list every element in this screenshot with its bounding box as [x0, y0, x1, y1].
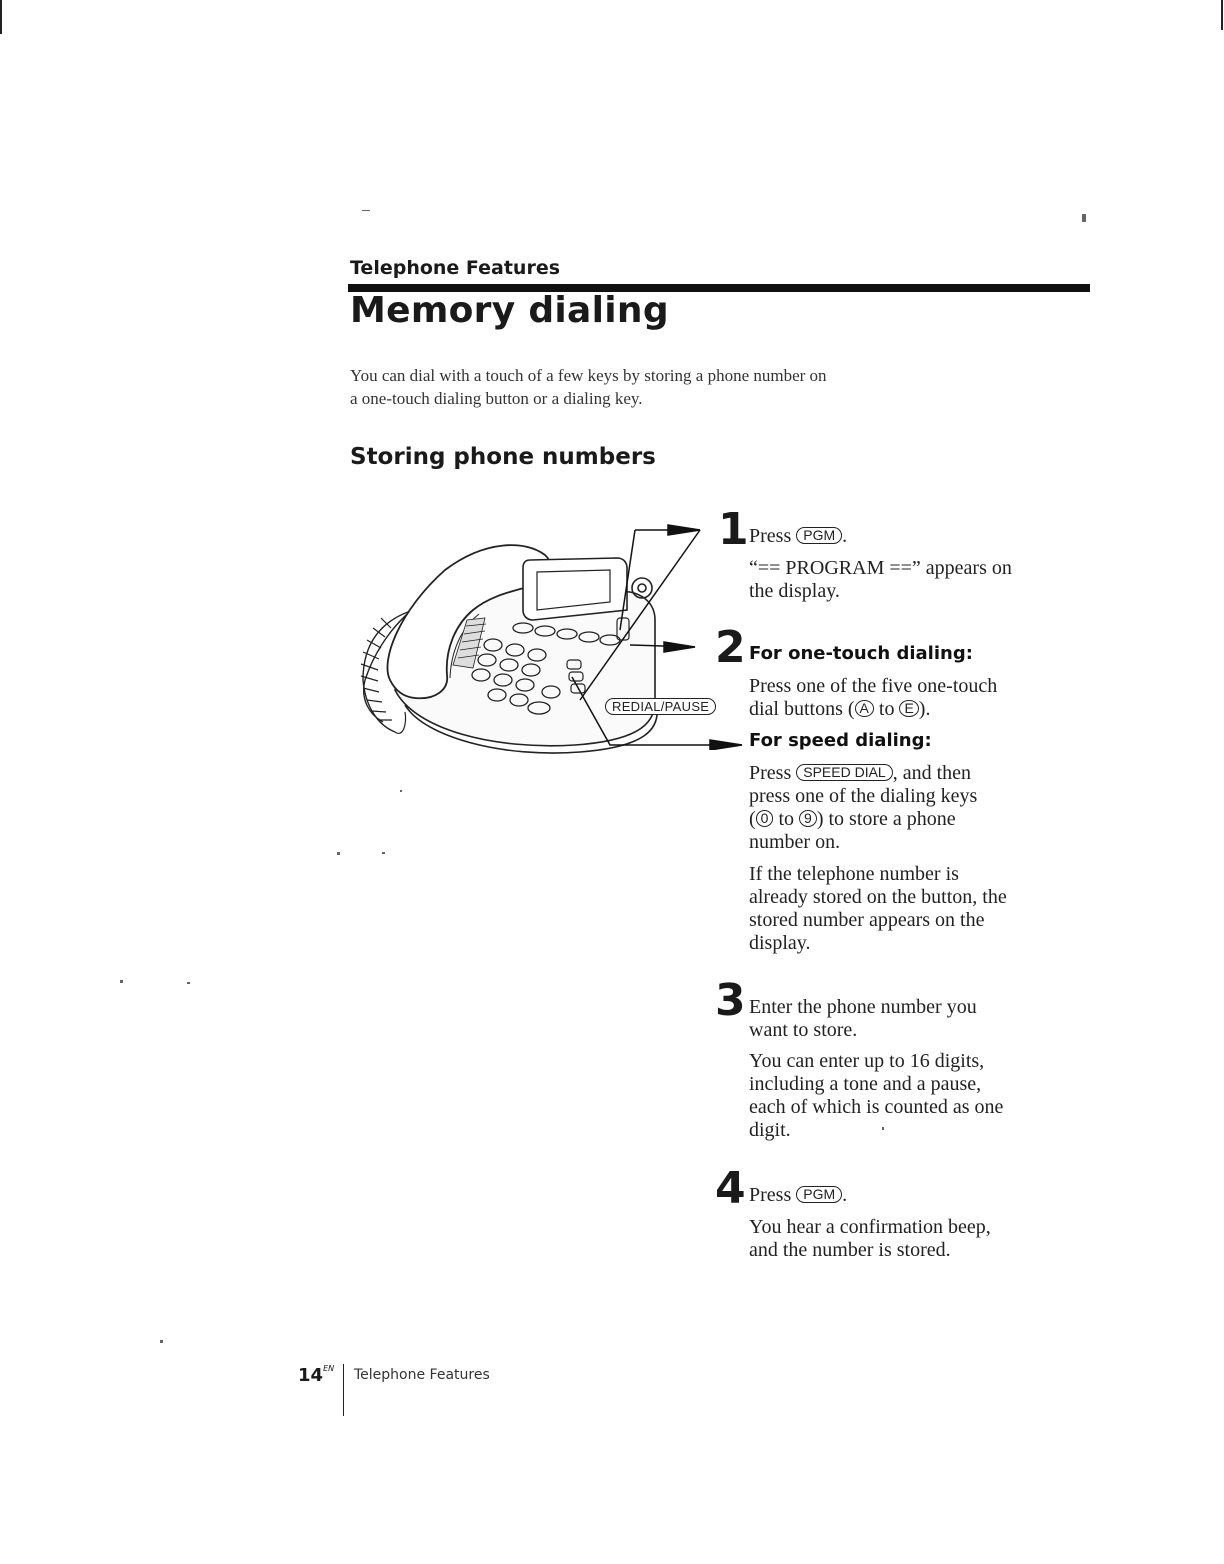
arrow-step-2 — [664, 642, 695, 652]
page-number-suffix: EN — [323, 1364, 335, 1373]
page-title: Memory dialing — [350, 290, 669, 331]
step-2-note: If the telephone number is already stored on the button, the stored number appears on the display. — [749, 863, 1007, 954]
arrow-step-1 — [668, 525, 700, 535]
scan-speck — [382, 852, 385, 854]
scan-speck — [1082, 214, 1086, 222]
footer-divider — [343, 1364, 344, 1416]
key-0: 0 — [756, 810, 774, 827]
page-number: $14^{EN}$ — [298, 1364, 335, 1386]
step-2-heading-speed: For speed dialing: — [749, 730, 932, 751]
scan-edge-mark-right — [1221, 0, 1223, 30]
scan-speck — [187, 982, 190, 984]
callout-redial-pause — [605, 698, 716, 718]
footer-section-label: Telephone Features — [354, 1367, 490, 1383]
step-4-note: You hear a confirmation beep, and the number is stored. — [749, 1216, 991, 1261]
step-1-number: 1 — [718, 504, 749, 555]
step-2-one-touch-text: Press one of the five one-touch dial buttons ( A to E ). — [749, 675, 998, 720]
intro-paragraph — [350, 364, 950, 410]
scan-speck — [362, 210, 370, 211]
scan-speck — [160, 1340, 163, 1343]
key-a: A — [855, 700, 874, 717]
step-4-instruction: Press PGM . — [749, 1184, 848, 1206]
leader-line-step-1 — [580, 530, 700, 700]
step-4-number: 4 — [715, 1163, 746, 1214]
scan-speck — [337, 852, 340, 855]
step-2-heading-one-touch: For one-touch dialing: — [749, 643, 973, 664]
step-3-instruction: Enter the phone number you want to store. — [749, 996, 977, 1041]
step-1-instruction: Press PGM . — [749, 525, 848, 547]
scan-speck — [120, 980, 123, 983]
scan-speck — [400, 790, 402, 792]
step-2-number: 2 — [715, 622, 746, 673]
section-label: Telephone Features — [350, 257, 561, 279]
speed-dial-key: SPEED DIAL — [796, 764, 892, 781]
redial-pause-key-label: REDIAL/PAUSE — [605, 698, 716, 715]
step-3-note: You can enter up to 16 digits, including a tone and a pause, each of which is counted as one digit. — [749, 1050, 1004, 1141]
pgm-key: PGM — [796, 527, 842, 544]
scan-edge-mark-left — [0, 0, 2, 34]
key-e: E — [899, 700, 918, 717]
arrow-speed-dial — [710, 740, 742, 750]
step-1-note: “== PROGRAM ==” appears on the display. — [749, 557, 1012, 602]
subheading-storing: Storing phone numbers — [350, 444, 656, 470]
step-2-speed-text: Press SPEED DIAL , and then press one of the dialing keys ( 0 to 9 ) to store a phone number on. — [749, 762, 978, 853]
intro-line-2: a one-touch dialing button or a dialing key. — [350, 389, 643, 408]
pgm-key: PGM — [796, 1186, 842, 1203]
step-3-number: 3 — [715, 975, 746, 1026]
intro-line-1: You can dial with a touch of a few keys by storing a phone number on — [350, 366, 827, 385]
key-9: 9 — [799, 810, 817, 827]
